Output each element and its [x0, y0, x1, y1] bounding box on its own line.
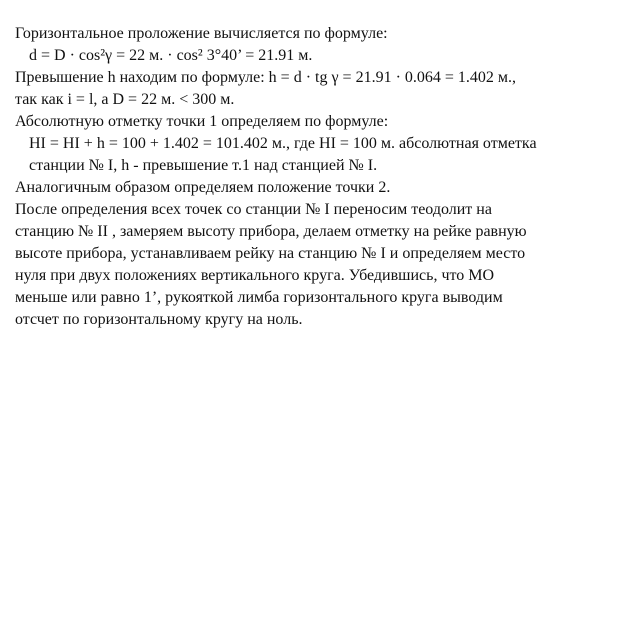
text-line-5: Абсолютную отметку точки 1 определяем по формуле:	[15, 113, 389, 130]
text-line-3: Превышение h находим по формуле: h = d · tg γ = 21.91 · 0.064 = 1.402 м.,	[15, 69, 517, 86]
text-line-10: станцию № II , замеряем высоту прибора, делаем отметку на рейке равную	[15, 223, 527, 240]
text-line-7: станции № I, h - превышение т.1 над станцией № I.	[29, 157, 378, 174]
text-line-9: После определения всех точек со станции № I переносим теодолит на	[15, 201, 492, 218]
text-line-4: так как i = l, а D = 22 м. < 300 м.	[15, 91, 235, 108]
text-line-8: Аналогичным образом определяем положение точки 2.	[15, 179, 391, 196]
text-line-13: меньше или равно 1’, рукояткой лимба горизонтального круга выводим	[15, 289, 503, 306]
text-line-11: высоте прибора, устанавливаем рейку на станцию № I и определяем место	[15, 245, 526, 262]
text-line-6: HI = HI + h = 100 + 1.402 = 101.402 м., где HI = 100 м. абсолютная отметка	[29, 135, 537, 152]
text-line-12: нуля при двух положениях вертикального круга. Убедившись, что МО	[15, 267, 495, 284]
document-body	[15, 23, 615, 331]
text-line-1: Горизонтальное проложение вычисляется по формуле:	[15, 25, 388, 42]
text-line-2: d = D · cos²γ = 22 м. · cos² 3°40’ = 21.91 м.	[29, 47, 313, 64]
text-line-14: отсчет по горизонтальному кругу на ноль.	[15, 311, 303, 328]
